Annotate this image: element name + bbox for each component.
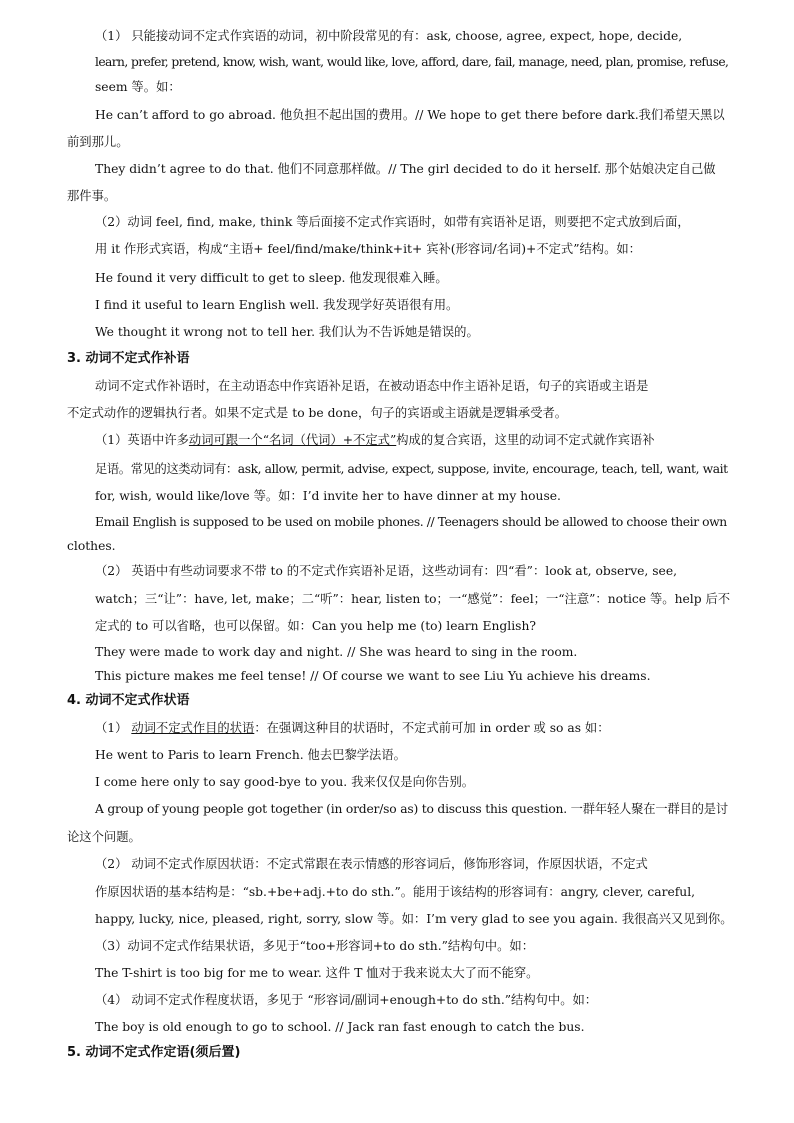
text-line: I come here only to say good-bye to you. 我来仅仅是向你告别。 bbox=[95, 775, 475, 789]
text-line: （2）动词 feel, find, make, think 等后面接不定式作宾语时，如带有宾语补足语，则要把不定式放到后面， bbox=[95, 215, 690, 229]
text-line: They were made to work day and night. // She was heard to sing in the room. bbox=[95, 645, 578, 659]
text-line: seem 等。如： bbox=[95, 80, 181, 94]
section-heading: 3. 动词不定式作补语 bbox=[67, 351, 190, 366]
text-line: 前到那儿。 bbox=[67, 135, 129, 149]
text-line: They didn’t agree to do that. 他们不同意那样做。// The girl decided to do it herself. 那个姑娘决定自己做 bbox=[95, 162, 716, 176]
text-line: The boy is old enough to go to school. // Jack ran fast enough to catch the bus. bbox=[95, 1020, 585, 1034]
text-line: He found it very difficult to get to sleep. 他发现很难入睡。 bbox=[95, 271, 448, 285]
text-line: He went to Paris to learn French. 他去巴黎学法语。 bbox=[95, 748, 406, 762]
text-run: （1） bbox=[95, 721, 132, 735]
text-line: We thought it wrong not to tell her. 我们认为不告诉她是错误的。 bbox=[95, 325, 479, 339]
text-line: for, wish, would like/love 等。如：I’d invite her to have dinner at my house. bbox=[95, 489, 561, 503]
text-line bbox=[95, 720, 610, 736]
underlined-text: 动词可跟一个“名词（代词）+不定式” bbox=[188, 433, 397, 447]
text-line: He can’t afford to go abroad. 他负担不起出国的费用。// We hope to get there before dark.我们希望天黑以 bbox=[95, 108, 725, 122]
text-run: （1）英语中许多 bbox=[95, 433, 189, 447]
text-line: 不定式动作的逻辑执行者。如果不定式是 to be done，句子的宾语或主语就是逻辑承受者。 bbox=[67, 406, 568, 420]
text-line bbox=[95, 432, 655, 448]
text-line: learn, prefer, pretend, know, wish, want, would like, love, afford, dare, fail, manage, need, plan, promise, refuse, bbox=[95, 55, 729, 69]
text-line: A group of young people got together (in order/so as) to discuss this question. 一群年轻人聚在一群目的是讨 bbox=[95, 802, 728, 816]
section-heading: 5. 动词不定式作定语(须后置) bbox=[67, 1045, 241, 1060]
text-line: （2） 英语中有些动词要求不带 to 的不定式作宾语补足语，这些动词有：四“看”：look at, observe, see, bbox=[95, 564, 678, 578]
text-line: This picture makes me feel tense! // Of course we want to see Liu Yu achieve his dreams. bbox=[95, 669, 651, 683]
text-line: 作原因状语的基本结构是：“sb.+be+adj.+to do sth.”。能用于该结构的形容词有：angry, clever, careful, bbox=[95, 885, 696, 899]
text-line: 用 it 作形式宾语，构成“主语+ feel/find/make/think+it+ 宾补(形容词/名词)+不定式”结构。如： bbox=[95, 242, 641, 256]
text-line: 足语。常见的这类动词有：ask, allow, permit, advise, expect, suppose, invite, encourage, teach, tell, want, wait bbox=[95, 462, 728, 476]
text-line: watch；三“让”：have, let, make；二“听”：hear, listen to；一“感觉”：feel；一“注意”：notice 等。help 后不 bbox=[95, 592, 731, 606]
text-line: I find it useful to learn English well. 我发现学好英语很有用。 bbox=[95, 298, 459, 312]
text-line: The T-shirt is too big for me to wear. 这件 T 恤对于我来说太大了而不能穿。 bbox=[95, 966, 539, 980]
text-line: 动词不定式作补语时，在主动语态中作宾语补足语，在被动语态中作主语补足语，句子的宾语或主语是 bbox=[95, 379, 649, 393]
text-run: ：在强调这种目的状语时，不定式前可加 in order 或 so as 如： bbox=[254, 721, 610, 735]
underlined-text: 动词不定式作目的状语 bbox=[131, 721, 255, 735]
text-line: 那件事。 bbox=[67, 189, 117, 203]
text-line: Email English is supposed to be used on mobile phones. // Teenagers should be allowed to choose their own bbox=[95, 515, 727, 529]
text-line: （1） 只能接动词不定式作宾语的动词，初中阶段常见的有：ask, choose, agree, expect, hope, decide, bbox=[95, 29, 683, 43]
text-line: （2） 动词不定式作原因状语：不定式常跟在表示情感的形容词后，修饰形容词，作原因状语，不定式 bbox=[95, 857, 648, 871]
text-line: 论这个问题。 bbox=[67, 830, 141, 844]
text-line: （4） 动词不定式作程度状语，多见于 “形容词/副词+enough+to do sth.”结构句中。如： bbox=[95, 993, 598, 1007]
section-heading: 4. 动词不定式作状语 bbox=[67, 693, 190, 708]
text-line: clothes. bbox=[67, 539, 116, 553]
text-run: 构成的复合宾语，这里的动词不定式就作宾语补 bbox=[396, 433, 655, 447]
text-line: happy, lucky, nice, pleased, right, sorry, slow 等。如：I’m very glad to see you again. 我很高兴又见到你。 bbox=[95, 912, 733, 926]
text-line: 定式的 to 可以省略，也可以保留。如：Can you help me (to) learn English? bbox=[95, 619, 536, 633]
text-line: （3）动词不定式作结果状语，多见于“too+形容词+to do sth.”结构句中。如： bbox=[95, 939, 534, 953]
